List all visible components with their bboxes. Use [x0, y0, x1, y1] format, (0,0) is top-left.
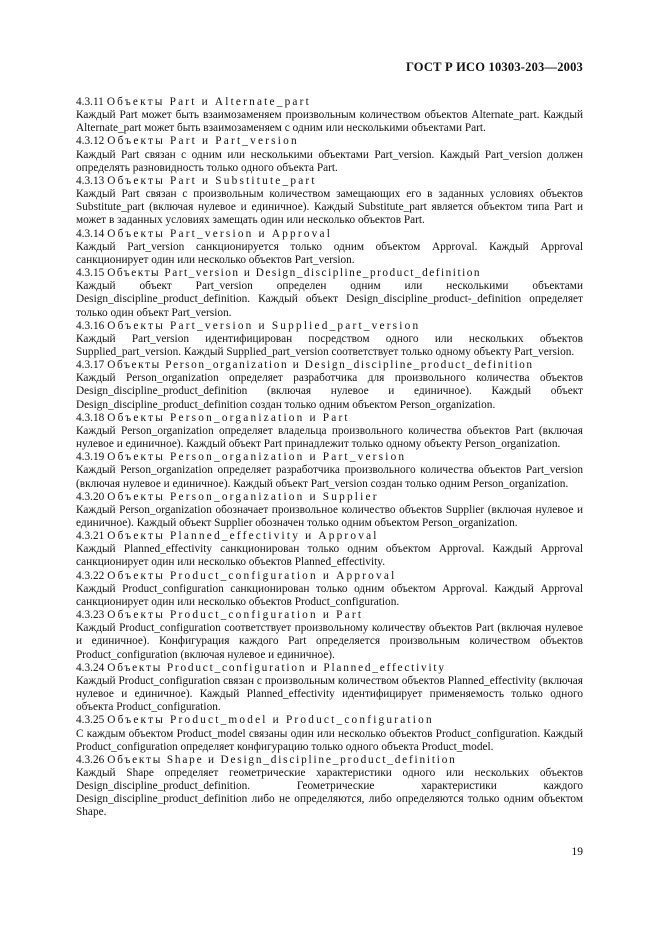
section-title: Объекты Shape и Design_discipline_product_definition	[107, 753, 457, 766]
section-number: 4.3.14	[76, 227, 105, 240]
page-content	[76, 96, 583, 820]
section-number: 4.3.24	[76, 661, 105, 674]
section-title: Объекты Part_version и Approval	[107, 227, 333, 240]
section	[76, 714, 583, 753]
section-text: Каждый Part может быть взаимозаменяем произвольным количеством объектов Alternate_part. Каждый Alternate_part может быть взаимозаменяем с одним или несколькими объектами Part.	[76, 109, 583, 135]
section-title: Объекты Planned_effectivity и Approval	[107, 530, 379, 543]
page-number: 19	[571, 846, 583, 858]
section-text: Каждый Part_version санкционируется только одним объектом Approval. Каждый Approval санкционирует один или несколько объектов Part_version.	[76, 240, 583, 266]
section	[76, 451, 583, 490]
section	[76, 570, 583, 609]
section-number: 4.3.21	[76, 530, 105, 543]
section-title: Объекты Product_model и Product_configuration	[107, 714, 434, 727]
section-number: 4.3.25	[76, 714, 105, 727]
section-text: Каждый Product_configuration санкционирован только одним объектом Approval. Каждый Approval санкционирует один или несколько объектов Product_configuration.	[76, 582, 583, 608]
section-title: Объекты Person_organization и Part	[107, 411, 350, 424]
section	[76, 135, 583, 174]
section-number: 4.3.20	[76, 490, 105, 503]
section-text: С каждым объектом Product_model связаны один или несколько объектов Product_configuration. Каждый Product_configuration определяет конфигурацию только одного объекта Product_model.	[76, 727, 583, 753]
section-title: Объекты Person_organization и Part_version	[107, 451, 407, 464]
section-title: Объекты Person_organization и Supplier	[107, 490, 379, 503]
section-text: Каждый Person_organization обозначает произвольное количество объектов Supplier (включая нулевое и единичное). Каждый объект Supplier обозначен только одним объектом Person_organization.	[76, 503, 583, 529]
section	[76, 96, 583, 135]
section-number: 4.3.23	[76, 609, 105, 622]
section-title: Объекты Part_version и Supplied_part_version	[107, 319, 421, 332]
section-text: Каждый Person_organization определяет разработчика произвольного количества объектов Part_version (включая нулевое и единичное). Каждый объект Part_version создан только одним Person_organization.	[76, 464, 583, 490]
section-text: Каждый Part связан с произвольным количеством замещающих его в заданных условиях объектов Substitute_part (включая нулевое и единичное). Каждый Substitute_part является объектом типа Part и может в заданных условиях замещать один или несколько объектов Part.	[76, 188, 583, 227]
section-number: 4.3.11	[76, 96, 104, 108]
section-text: Каждый Shape определяет геометрические характеристики одного или нескольких объектов Design_discipline_product_definition. Геометрические характеристики каждого Design_discipline_product_definition либо не определяются, либо определяются только одним объектом Shape.	[76, 766, 583, 819]
document-header: ГОСТ Р ИСО 10303-203—2003	[405, 60, 583, 74]
section-number: 4.3.19	[76, 451, 105, 464]
section-text: Каждый Part связан с одним или несколькими объектами Part_version. Каждый Part_version должен определять разновидность только одного объекта Part.	[76, 148, 583, 174]
section	[76, 491, 583, 530]
section-text: Каждый Person_organization определяет владельца произвольного количества объектов Part (включая нулевое и единичное). Каждый объект Part принадлежит только одному объекту Person_organization.	[76, 424, 583, 451]
section	[76, 754, 583, 820]
section	[76, 320, 583, 359]
section-title: Объекты Part и Substitute_part	[107, 174, 317, 187]
section	[76, 662, 583, 715]
section	[76, 228, 583, 267]
section-text: Каждый объект Part_version определен одним или несколькими объектами Design_discipline_product_definition. Каждый объект Design_discipline_product-_definition определяет только один объект Part_version.	[76, 280, 583, 319]
section-text: Каждый Part_version идентифицирован посредством одного или нескольких объектов Supplied_part_version. Каждый Supplied_part_version соответствует только одному объекту Part_version.	[76, 332, 583, 358]
section-number: 4.3.16	[76, 319, 105, 332]
section-text: Каждый Product_configuration связан с произвольным количеством объектов Planned_effectivity (включая нулевое и единичное). Каждый Planned_effectivity идентифицирует применяемость только одного объекта Product_configuration.	[76, 674, 583, 714]
section-title: Объекты Product_configuration и Approval	[107, 569, 397, 582]
section-title: Объекты Part_version и Design_discipline_product_definition	[107, 267, 482, 280]
section-number: 4.3.12	[76, 135, 105, 148]
section-number: 4.3.22	[76, 569, 105, 582]
section-number: 4.3.18	[76, 411, 105, 424]
section-number: 4.3.26	[76, 753, 105, 766]
section-title: Объекты Part и Part_version	[107, 135, 299, 148]
section	[76, 359, 583, 412]
section	[76, 267, 583, 320]
section-title: Объекты Product_configuration и Planned_effectivity	[107, 661, 446, 674]
section	[76, 530, 583, 569]
section-number: 4.3.15	[76, 267, 105, 280]
section	[76, 609, 583, 662]
section-number: 4.3.17	[76, 359, 105, 372]
section-text: Каждый Product_configuration соответствует произвольному количеству объектов Part (включая нулевое и единичное). Конфигурация каждого Part определяется произвольным количеством объектов Product_configuration (включая нулевое и единичное).	[76, 622, 583, 661]
section-title: Объекты Part и Alternate_part	[106, 96, 311, 108]
section-title: Объекты Person_organization и Design_discipline_product_definition	[107, 359, 534, 372]
section-title: Объекты Product_configuration и Part	[107, 609, 364, 622]
section-text: Каждый Person_organization определяет разработчика для произвольного количества объектов Design_discipline_product_definition (включая нулевое и единичное). Каждый объект Design_discipline_product_definition создан только одним объектом Person_organization.	[76, 372, 583, 411]
section-number: 4.3.13	[76, 174, 105, 187]
section	[76, 412, 583, 451]
section-text: Каждый Planned_effectivity санкционирован только одним объектом Approval. Каждый Approval санкционирует один или несколько объектов Planned_effectivity.	[76, 543, 583, 569]
section	[76, 175, 583, 228]
